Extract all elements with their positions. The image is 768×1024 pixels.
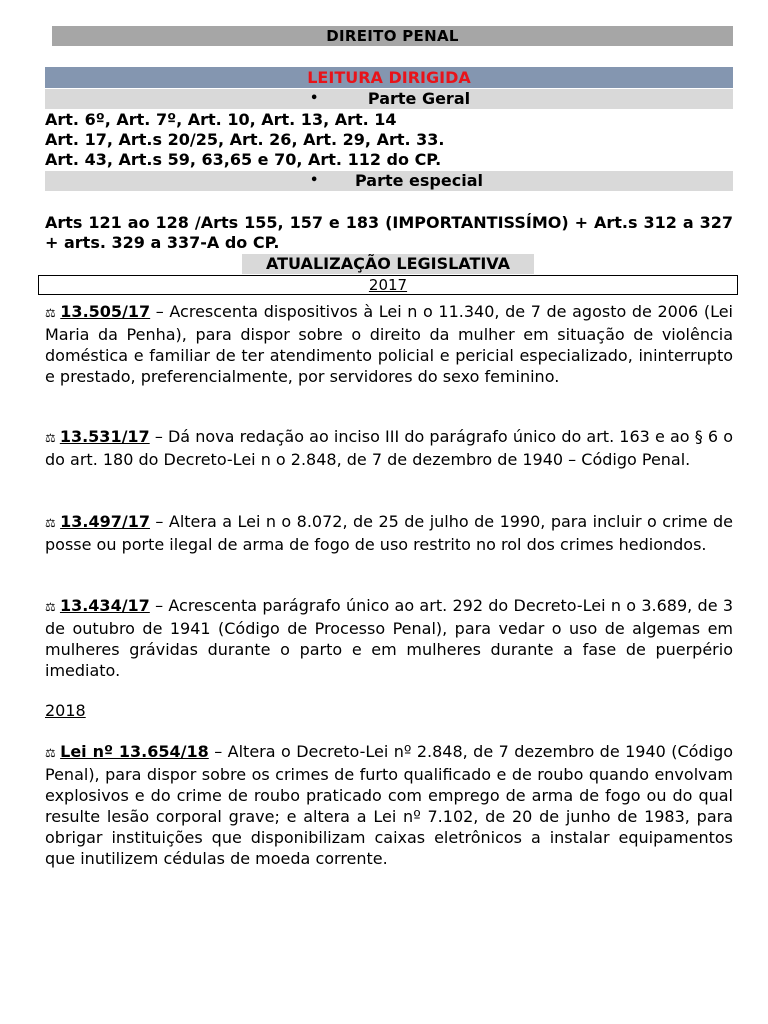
- parte-geral-line: Art. 17, Art.s 20/25, Art. 26, Art. 29, Art. 33.: [45, 130, 445, 149]
- law-entry: [45, 426, 733, 470]
- law-description: – Dá nova redação ao inciso III do parágrafo único do art. 163 e ao § 6 o do art. 180 do Decreto-Lei n o 2.848, de 7 de dezembro de 1940 – Código Penal.: [45, 427, 733, 469]
- year-2017-heading: 2017: [38, 275, 738, 295]
- scales-icon: ⚖: [45, 431, 56, 445]
- parte-especial-bar: [45, 171, 733, 191]
- law-description: – Altera o Decreto-Lei nº 2.848, de 7 dezembro de 1940 (Código Penal), para dispor sobre os crimes de furto qualificado e de roubo quando envolvam explosivos e do crime de roubo praticado com emprego de arma de fogo ou do qual resulte lesão corporal grave; e altera a Lei nº 7.102, de 20 de junho de 1983, para obrigar instituições que disponibilizam caixas eletrônicos a instalar equipamentos que inutilizem cédulas de moeda corrente.: [45, 742, 734, 868]
- parte-geral-line: Art. 43, Art.s 59, 63,65 e 70, Art. 112 do CP.: [45, 150, 442, 169]
- law-number: Lei nº 13.654/18: [60, 742, 209, 761]
- parte-geral-label: Parte Geral: [367, 89, 471, 108]
- year-2018-heading: 2018: [45, 701, 86, 720]
- bullet-icon: •: [310, 91, 319, 106]
- law-number: 13.497/17: [60, 512, 150, 531]
- bullet-icon: •: [310, 173, 319, 188]
- law-number: 13.531/17: [59, 427, 150, 446]
- scales-icon: ⚖: [45, 600, 56, 614]
- atualizacao-heading: ATUALIZAÇÃO LEGISLATIVA: [242, 254, 534, 274]
- law-entry: [45, 595, 733, 681]
- law-number: 13.434/17: [59, 596, 150, 615]
- scales-icon: ⚖: [45, 746, 57, 760]
- law-description: – Acrescenta dispositivos à Lei n o 11.340, de 7 de agosto de 2006 (Lei Maria da Penha), para dispor sobre o direito da mulher em situação de violência doméstica e familiar de ter atendimento policial e pericial especializado, ininterrupto e prestado, preferencialmente, por servidores do sexo feminino.: [45, 302, 733, 386]
- law-number: 13.505/17: [60, 302, 151, 321]
- law-entry: [45, 741, 733, 869]
- scales-icon: ⚖: [45, 306, 57, 320]
- law-entry: [45, 511, 733, 555]
- leitura-dirigida-heading: LEITURA DIRIGIDA: [45, 67, 733, 88]
- law-entry: [45, 301, 733, 387]
- parte-geral-line: Art. 6º, Art. 7º, Art. 10, Art. 13, Art. 14: [45, 110, 397, 129]
- parte-especial-text: Arts 121 ao 128 /Arts 155, 157 e 183 (IMPORTANTISSÍMO) + Art.s 312 a 327 + arts. 329 a 337-A do CP.: [45, 213, 733, 252]
- parte-especial-label: Parte especial: [355, 171, 483, 190]
- document-title: DIREITO PENAL: [52, 26, 733, 46]
- parte-geral-bar: [45, 89, 733, 109]
- law-description: – Acrescenta parágrafo único ao art. 292 do Decreto-Lei n o 3.689, de 3 de outubro de 1941 (Código de Processo Penal), para vedar o uso de algemas em mulheres grávidas durante o parto e em mulheres durante a fase de puerpério imediato.: [45, 596, 733, 680]
- law-description: – Altera a Lei n o 8.072, de 25 de julho de 1990, para incluir o crime de posse ou porte ilegal de arma de fogo de uso restrito no rol dos crimes hediondos.: [45, 512, 733, 554]
- scales-icon: ⚖: [45, 516, 57, 530]
